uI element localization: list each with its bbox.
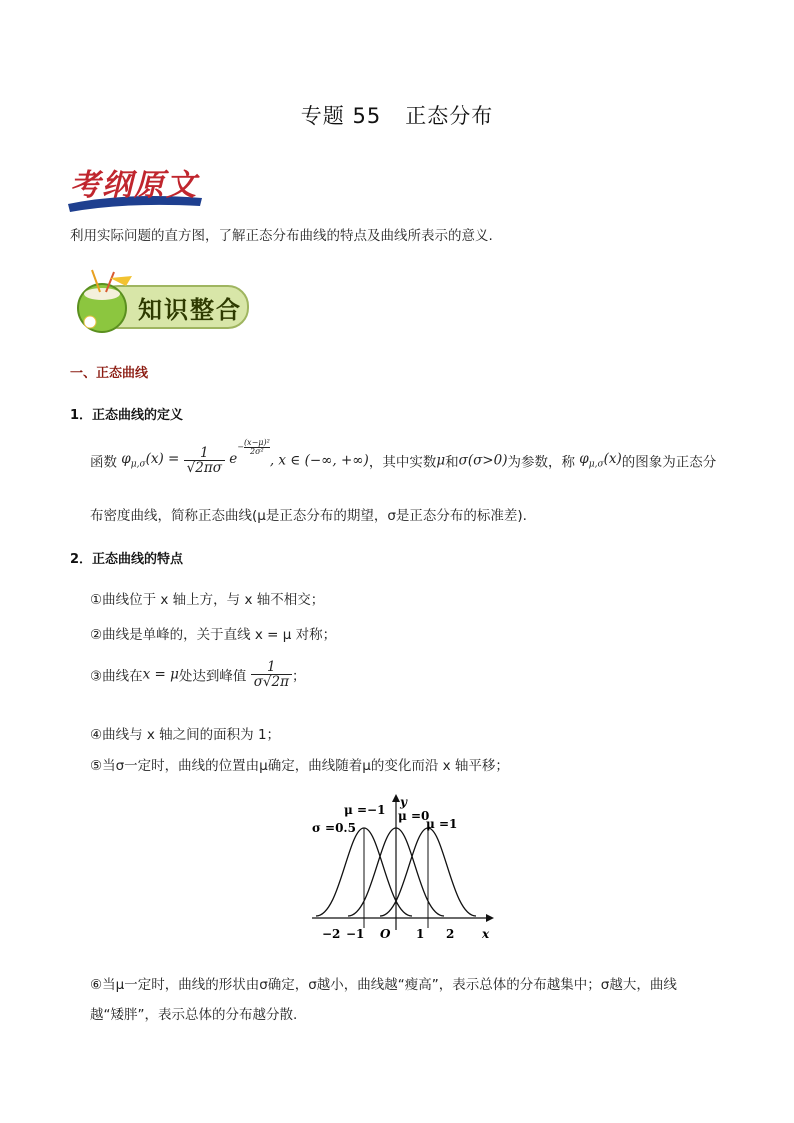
def-and: 和 (445, 454, 459, 471)
feature-5: ⑤当σ一定时，曲线的位置由μ确定，曲线随着μ的变化而沿 x 轴平移； (90, 758, 509, 774)
knowledge-banner-text: 知识整合 (138, 295, 242, 324)
section-heading-normal-curve: 一、正态曲线 (70, 366, 149, 381)
def-phi (121, 451, 180, 471)
phi-arg: (x) = (145, 451, 180, 468)
exp-den: 2σ² (249, 446, 264, 456)
def-frac-num: 1 (184, 446, 225, 461)
def-exponent: − $\frac{\text{(x−μ)²}}{\text{2σ²}}$ (237, 437, 270, 456)
def-frac-den: √2πσ (186, 460, 222, 477)
tick-label: −2 (322, 927, 341, 941)
outline-banner (70, 160, 198, 204)
phi-symbol: φ (121, 451, 131, 468)
def-text-4: 的图象为正态分 (621, 454, 717, 471)
f3-fraction (251, 660, 292, 689)
definition-line-2: 布密度曲线，简称正态曲线(μ是正态分布的期望，σ是正态分布的标准差). (90, 508, 527, 524)
outline-banner-text: 考纲原文 (70, 168, 198, 203)
feature-6-line-1: ⑥当μ一定时，曲线的形状由σ确定，σ越小，曲线越“瘦高”，表示总体的分布越集中；σ越大，曲线 (90, 977, 677, 993)
f3-mid: 处达到峰值 (178, 668, 247, 685)
def-domain: , x ∈ (−∞, +∞) (269, 452, 369, 469)
def-text-2: ，其中实数 (368, 454, 437, 471)
sigma-label: σ =0.5 (312, 821, 356, 835)
def-e: e (229, 451, 238, 468)
f3-den: σ√2π (253, 674, 289, 691)
mu-1-label: μ =1 (426, 817, 458, 831)
tick-label: 2 (446, 927, 455, 941)
f3-num: 1 (251, 660, 292, 675)
def-mu: μ (436, 452, 446, 469)
subheading-definition: 1．正态曲线的定义 (70, 408, 184, 423)
outline-paragraph: 利用实际问题的直方图，了解正态分布曲线的特点及曲线所表示的意义. (70, 228, 493, 244)
def-fraction (184, 446, 225, 475)
mu-neg1-label: μ =−1 (344, 803, 386, 817)
definition-line-1 (90, 437, 717, 496)
y-axis-arrow-icon (392, 794, 400, 802)
feature-1: ①曲线位于 x 轴上方，与 x 轴不相交； (90, 592, 325, 608)
subheading-features: 2．正态曲线的特点 (70, 552, 184, 567)
mu-0-label: μ =0 (398, 809, 430, 823)
feature-6-line-2: 越“矮胖”，表示总体的分布越分散. (90, 1007, 298, 1023)
feature-4: ④曲线与 x 轴之间的面积为 1； (90, 727, 281, 743)
feature-2: ②曲线是单峰的，关于直线 x = μ 对称； (90, 627, 337, 643)
x-axis-arrow-icon (486, 914, 494, 922)
x-axis-label: x (482, 927, 490, 941)
exp-num: (x−μ)² (243, 437, 270, 447)
page-title (0, 100, 794, 130)
def-text-3: 为参数，称 (507, 454, 575, 471)
tick-label: 1 (416, 927, 425, 941)
def-phi-2: $\varphi_{\mu,\sigma}(x)$ (579, 451, 622, 471)
tick-label: −1 (346, 927, 365, 941)
def-exponential (229, 437, 270, 468)
def-sigma: σ(σ>0) (458, 452, 508, 469)
normal-curves-figure (300, 790, 500, 950)
knowledge-banner (70, 266, 255, 336)
def-text-func: 函数 (90, 454, 117, 471)
f3-pre: ③曲线在 (90, 668, 143, 685)
phi-sub: μ,σ (130, 460, 146, 471)
title-number: 专题 55 (300, 104, 382, 128)
title-topic: 正态分布 (405, 104, 494, 128)
f3-end: ； (291, 668, 306, 685)
f3-x: x = μ (142, 666, 179, 683)
feature-3 (90, 660, 305, 689)
origin-label: O (380, 927, 391, 941)
y-axis-label: y (400, 795, 407, 809)
